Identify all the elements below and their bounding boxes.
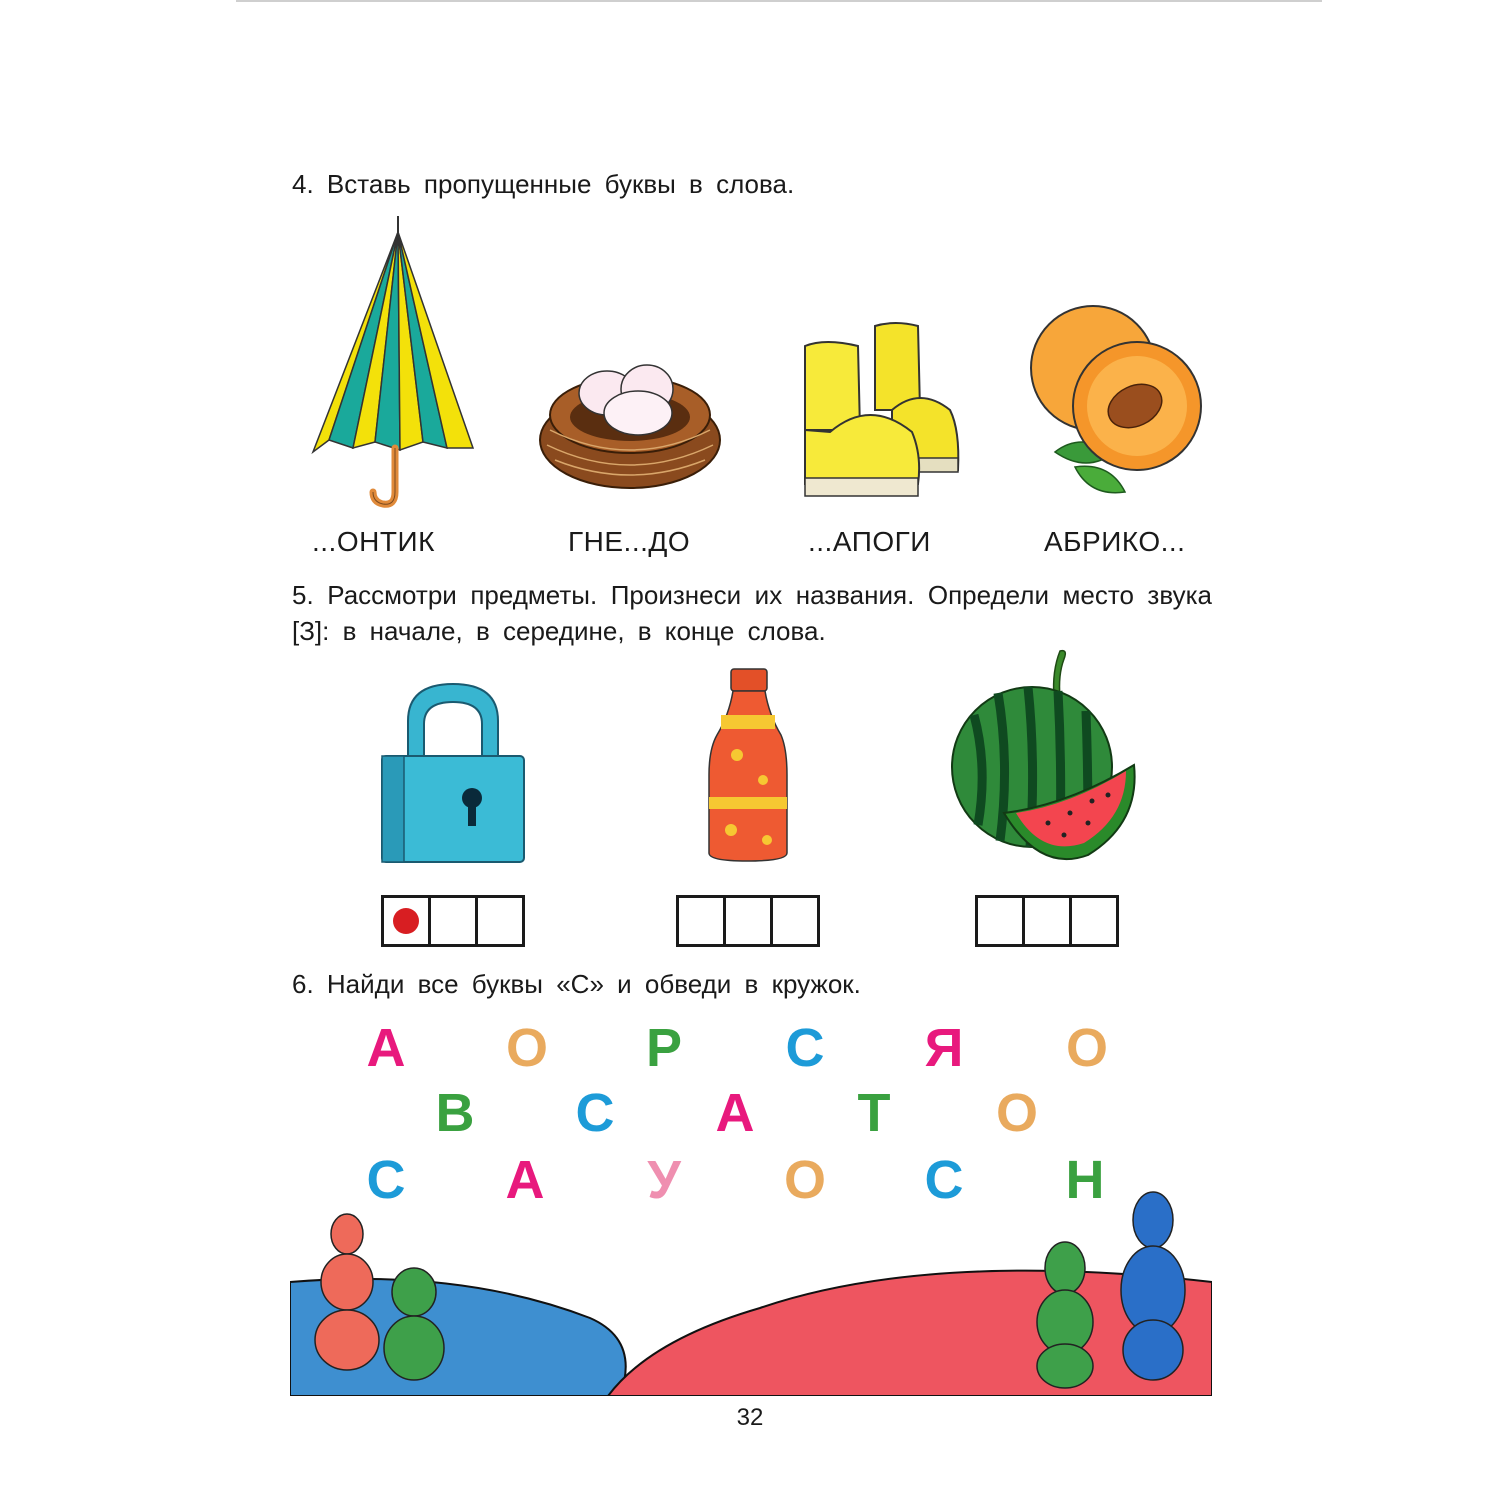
letter[interactable]: Р bbox=[645, 1018, 683, 1078]
blue-bush bbox=[1121, 1192, 1185, 1380]
letter[interactable]: С bbox=[575, 1083, 615, 1143]
letter[interactable]: Я bbox=[924, 1018, 964, 1078]
watermelon-picture bbox=[948, 645, 1138, 865]
padlock-picture bbox=[378, 676, 528, 866]
letter[interactable]: У bbox=[647, 1150, 681, 1210]
bottle-picture bbox=[705, 665, 790, 865]
sound-scheme-2[interactable] bbox=[676, 895, 820, 947]
scheme-cell[interactable] bbox=[384, 898, 431, 944]
letter[interactable]: О bbox=[783, 1150, 826, 1210]
umbrella-picture bbox=[305, 212, 480, 512]
letter[interactable]: В bbox=[435, 1083, 475, 1143]
apricot-picture bbox=[1025, 302, 1205, 502]
letter[interactable]: А bbox=[715, 1083, 755, 1143]
sound-marker-dot bbox=[393, 908, 419, 934]
letter[interactable]: О bbox=[505, 1018, 548, 1078]
scheme-cell[interactable] bbox=[978, 898, 1025, 944]
word-2: ГНЕ...ДО bbox=[568, 526, 691, 557]
word-1: ...ОНТИК bbox=[312, 526, 435, 557]
scheme-cell[interactable] bbox=[431, 898, 478, 944]
scheme-cell[interactable] bbox=[1025, 898, 1072, 944]
word-4: АБРИКО... bbox=[1044, 526, 1186, 557]
letter[interactable]: С bbox=[785, 1018, 825, 1078]
nest-picture bbox=[535, 345, 725, 490]
scheme-cell[interactable] bbox=[1072, 898, 1116, 944]
letter[interactable]: Т bbox=[857, 1083, 891, 1143]
red-bush bbox=[315, 1214, 379, 1370]
letter[interactable]: О bbox=[1065, 1018, 1108, 1078]
scheme-cell[interactable] bbox=[773, 898, 817, 944]
task-4-instruction: 4. Вставь пропущенные буквы в слова. bbox=[292, 169, 795, 199]
letter[interactable]: Н bbox=[1065, 1150, 1105, 1210]
sound-scheme-1[interactable] bbox=[381, 895, 525, 947]
scheme-cell[interactable] bbox=[726, 898, 773, 944]
letter[interactable]: О bbox=[995, 1083, 1038, 1143]
letter[interactable]: С bbox=[366, 1150, 406, 1210]
scheme-cell[interactable] bbox=[679, 898, 726, 944]
sound-scheme-3[interactable] bbox=[975, 895, 1119, 947]
scheme-cell[interactable] bbox=[478, 898, 522, 944]
decorative-landscape bbox=[290, 1190, 1212, 1396]
boots-picture bbox=[800, 320, 965, 505]
letter[interactable]: А bbox=[366, 1018, 406, 1078]
task-6-instruction: 6. Найди все буквы «С» и обведи в кружок. bbox=[292, 969, 861, 999]
page-number: 32 bbox=[736, 1404, 764, 1431]
word-3: ...АПОГИ bbox=[808, 526, 931, 557]
top-rule bbox=[236, 0, 1322, 2]
letter[interactable]: А bbox=[505, 1150, 545, 1210]
green-bush-right bbox=[1037, 1242, 1093, 1388]
task-5-instruction: 5. Рассмотри предметы. Произнеси их названия. Определи место звука [З]: в начале, в середине, в конце слова. bbox=[292, 580, 1212, 646]
letter[interactable]: С bbox=[924, 1150, 964, 1210]
